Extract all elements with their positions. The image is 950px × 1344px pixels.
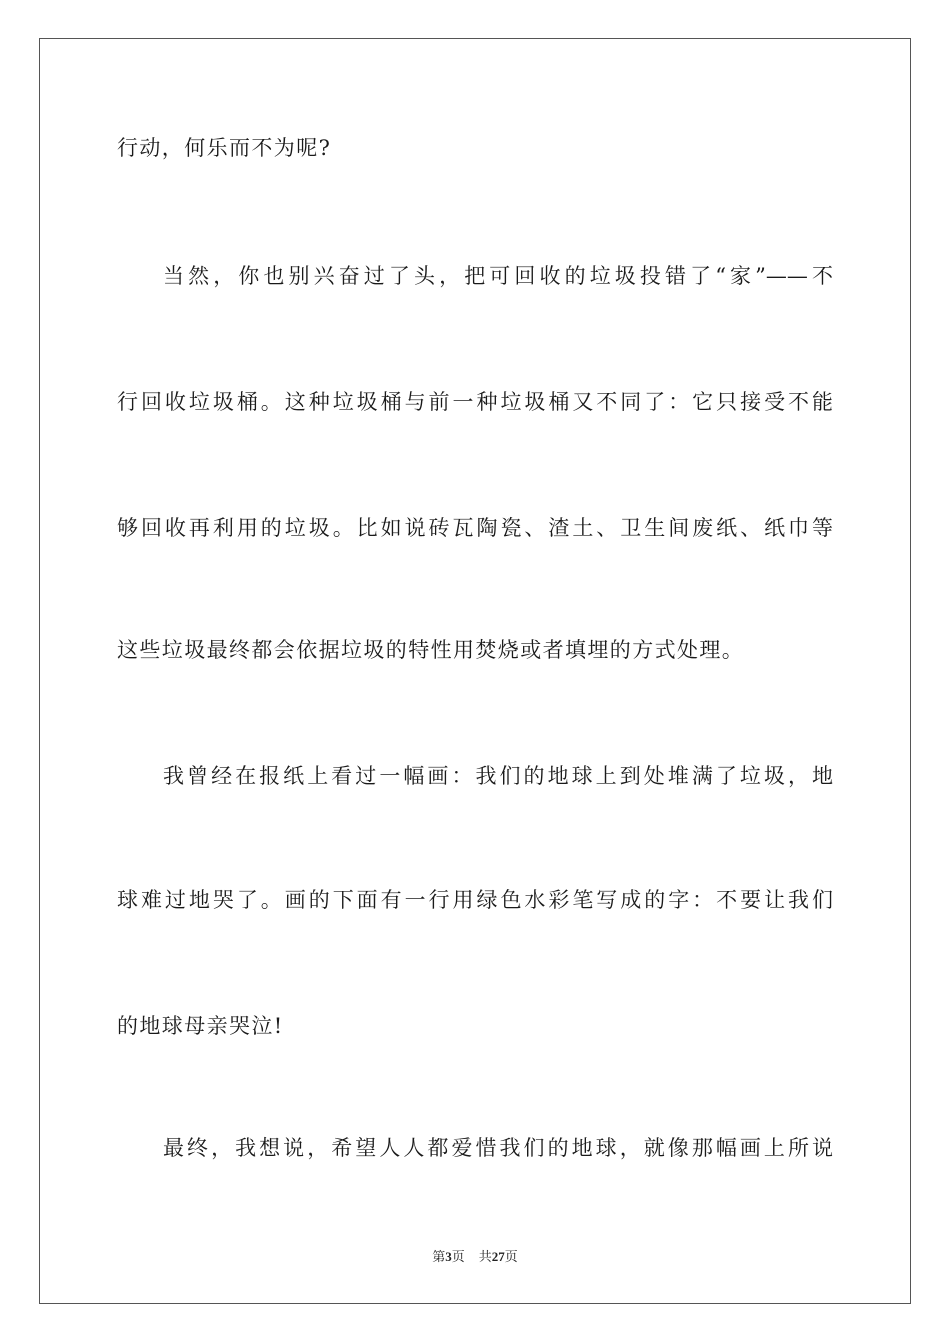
text-line-7: 球难过地哭了。画的下面有一行用绿色水彩笔写成的字：不要让我们 (117, 888, 833, 912)
page-footer (0, 1248, 950, 1266)
text-line-4: 够回收再利用的垃圾。比如说砖瓦陶瓷、渣土、卫生间废纸、纸巾等 (117, 516, 833, 540)
footer-page-number: 3 (445, 1249, 452, 1264)
text-line-5: 这些垃圾最终都会依据垃圾的特性用焚烧或者填埋的方式处理。 (117, 638, 745, 662)
footer-total-pages: 27 (491, 1249, 505, 1264)
page-border (39, 38, 911, 1304)
footer-total-suffix: 页 (504, 1249, 518, 1264)
text-line-2: 当然，你也别兴奋过了头，把可回收的垃圾投错了“家”——不 (163, 264, 833, 288)
footer-page-prefix: 第 (432, 1249, 446, 1264)
footer-page-suffix: 页 (451, 1249, 465, 1264)
text-line-8: 的地球母亲哭泣! (117, 1014, 284, 1038)
text-line-6: 我曾经在报纸上看过一幅画：我们的地球上到处堆满了垃圾，地 (163, 764, 833, 788)
text-line-3: 行回收垃圾桶。这种垃圾桶与前一种垃圾桶又不同了：它只接受不能 (117, 390, 833, 414)
text-line-1: 行动，何乐而不为呢? (117, 136, 332, 160)
text-line-9: 最终，我想说，希望人人都爱惜我们的地球，就像那幅画上所说 (163, 1136, 833, 1160)
footer-total-prefix: 共 (478, 1249, 492, 1264)
